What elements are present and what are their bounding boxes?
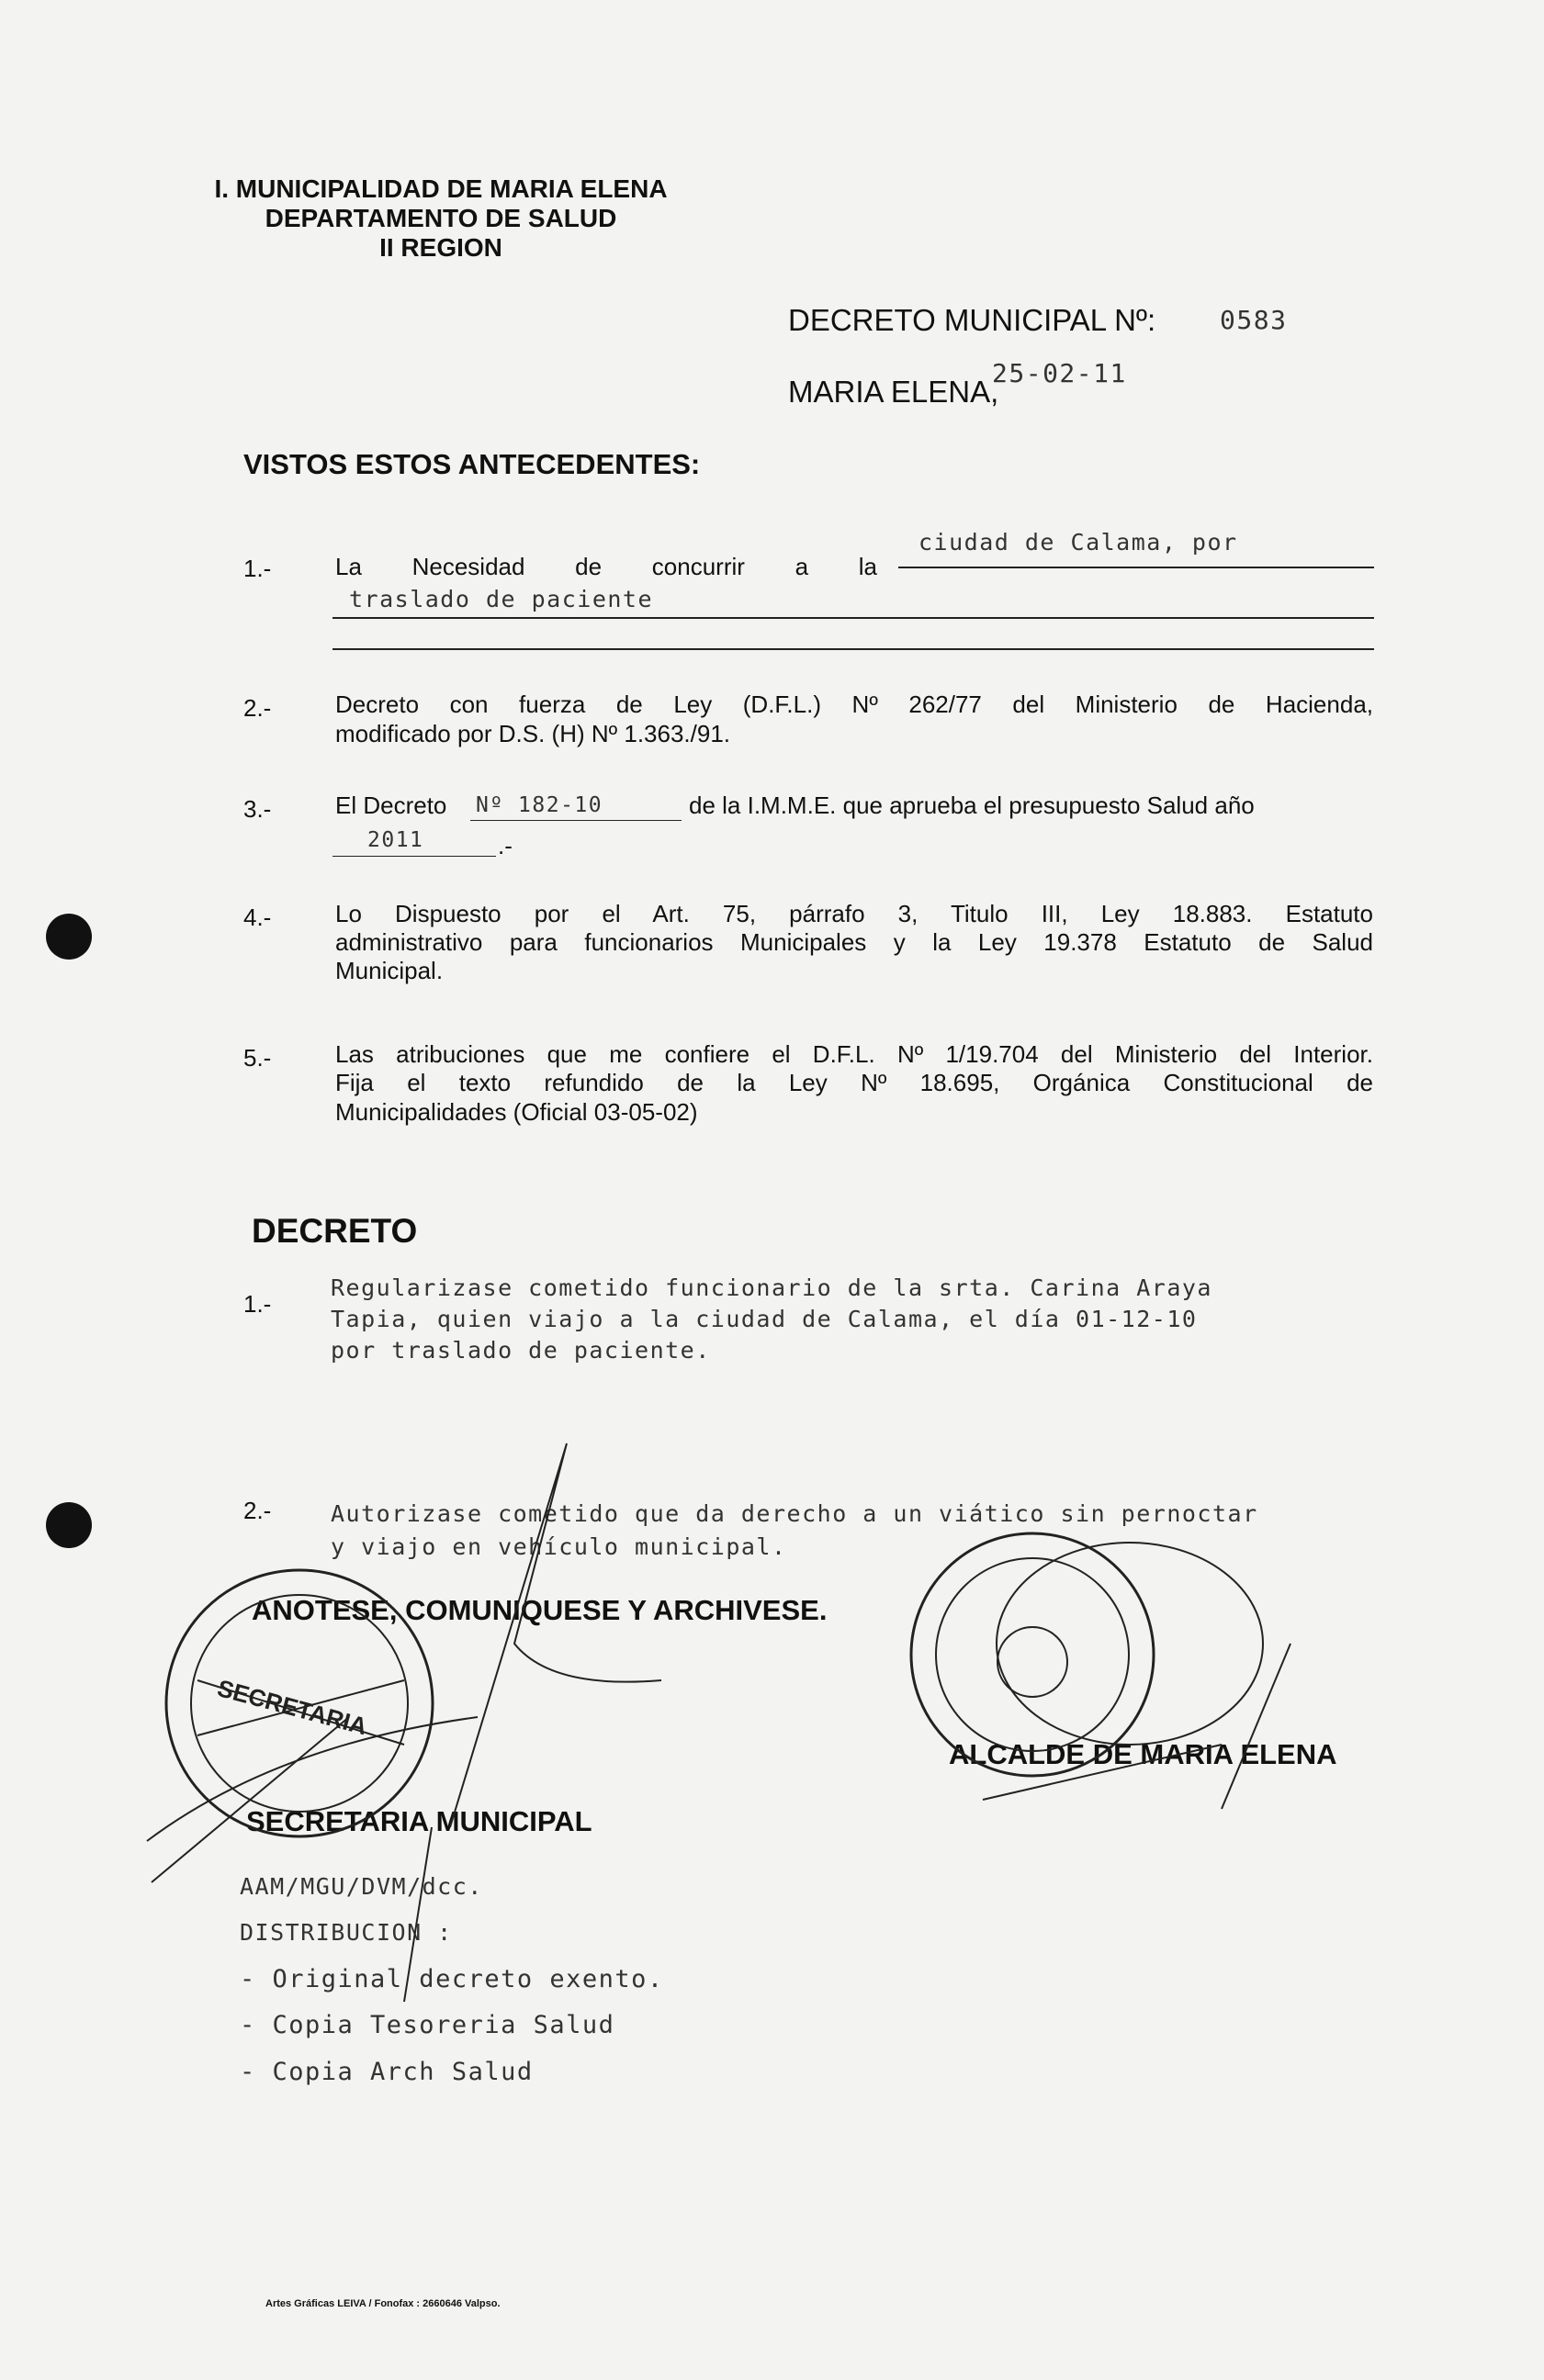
item-number: 2.-: [243, 694, 272, 722]
item3-pre: El Decreto: [335, 791, 447, 819]
decreto1-line3: por traslado de paciente.: [331, 1337, 711, 1364]
item5-line1: Las atribuciones que me confiere el D.F.L. Nº 1/19.704 del Ministerio del Interior.: [335, 1040, 1373, 1068]
item-number: 4.-: [243, 904, 272, 931]
item4-line1: Lo Dispuesto por el Art. 75, párrafo 3, Titulo III, Ley 18.883. Estatuto: [335, 900, 1373, 927]
item3-fill: Nº 182-10: [476, 793, 603, 817]
punch-hole: [46, 914, 92, 960]
item1-fill1: ciudad de Calama, por: [919, 529, 1238, 556]
header-line1: I. MUNICIPALIDAD DE MARIA ELENA: [214, 174, 668, 203]
item5-line2: Fija el texto refundido de la Ley Nº 18.695, Orgánica Constitucional de: [335, 1069, 1373, 1096]
distribucion-item: - Copia Arch Salud: [240, 2058, 534, 2086]
closing: ANOTESE, COMUNIQUESE Y ARCHIVESE.: [252, 1594, 828, 1626]
item-number: 2.-: [243, 1497, 272, 1524]
punch-hole: [46, 1502, 92, 1548]
decree-place: MARIA ELENA,: [788, 375, 999, 409]
item3-suffix: .-: [498, 832, 513, 859]
secretaria-stamp-text: SECRETARIA: [214, 1674, 370, 1741]
item4-line2: administrativo para funcionarios Municipales y la Ley 19.378 Estatuto de Salud: [335, 928, 1373, 956]
decree-label: DECRETO MUNICIPAL Nº:: [788, 303, 1156, 337]
item3-post: de la I.M.M.E. que aprueba el presupuesto Salud año: [689, 791, 1255, 819]
secretaria-signature-label: SECRETARIA MUNICIPAL: [246, 1805, 592, 1837]
alcalde-signature-label: ALCALDE DE MARIA ELENA: [949, 1738, 1337, 1770]
item-number: 1.-: [243, 1290, 272, 1318]
item3-year: 2011: [367, 828, 424, 852]
item1-text: La Necesidad de concurrir a la: [335, 553, 877, 580]
item1-fill2: traslado de paciente: [349, 586, 654, 612]
item5-line3: Municipalidades (Oficial 03-05-02): [335, 1098, 698, 1126]
item-number: 5.-: [243, 1044, 272, 1072]
decreto1-line2: Tapia, quien viajo a la ciudad de Calama, el día 01-12-10: [331, 1306, 1198, 1332]
distribucion-title: DISTRIBUCION :: [240, 1919, 453, 1946]
header-line2: DEPARTAMENTO DE SALUD: [265, 204, 617, 232]
initials: AAM/MGU/DVM/dcc.: [240, 1873, 483, 1900]
item-number: 1.-: [243, 555, 272, 582]
printer-footer: Artes Gráficas LEIVA / Fonofax : 2660646 Valpso.: [265, 2298, 501, 2309]
decree-number: 0583: [1220, 305, 1288, 335]
decree-date: 25-02-11: [992, 358, 1127, 388]
distribucion-item: - Copia Tesoreria Salud: [240, 2011, 615, 2039]
vistos-title: VISTOS ESTOS ANTECEDENTES:: [243, 448, 701, 480]
header-line3: II REGION: [379, 233, 502, 262]
decreto-title: DECRETO: [252, 1212, 418, 1250]
item4-line3: Municipal.: [335, 957, 444, 984]
distribucion-item: - Original decreto exento.: [240, 1965, 664, 1993]
decreto2-line1: Autorizase cometido que da derecho a un viático sin pernoctar: [331, 1500, 1258, 1527]
item-number: 3.-: [243, 795, 272, 823]
item2-line1: Decreto con fuerza de Ley (D.F.L.) Nº 262/77 del Ministerio de Hacienda,: [335, 690, 1373, 718]
item2-line2: modificado por D.S. (H) Nº 1.363./91.: [335, 720, 731, 747]
decreto2-line2: y viajo en vehículo municipal.: [331, 1533, 787, 1560]
decreto1-line1: Regularizase cometido funcionario de la srta. Carina Araya: [331, 1274, 1212, 1301]
